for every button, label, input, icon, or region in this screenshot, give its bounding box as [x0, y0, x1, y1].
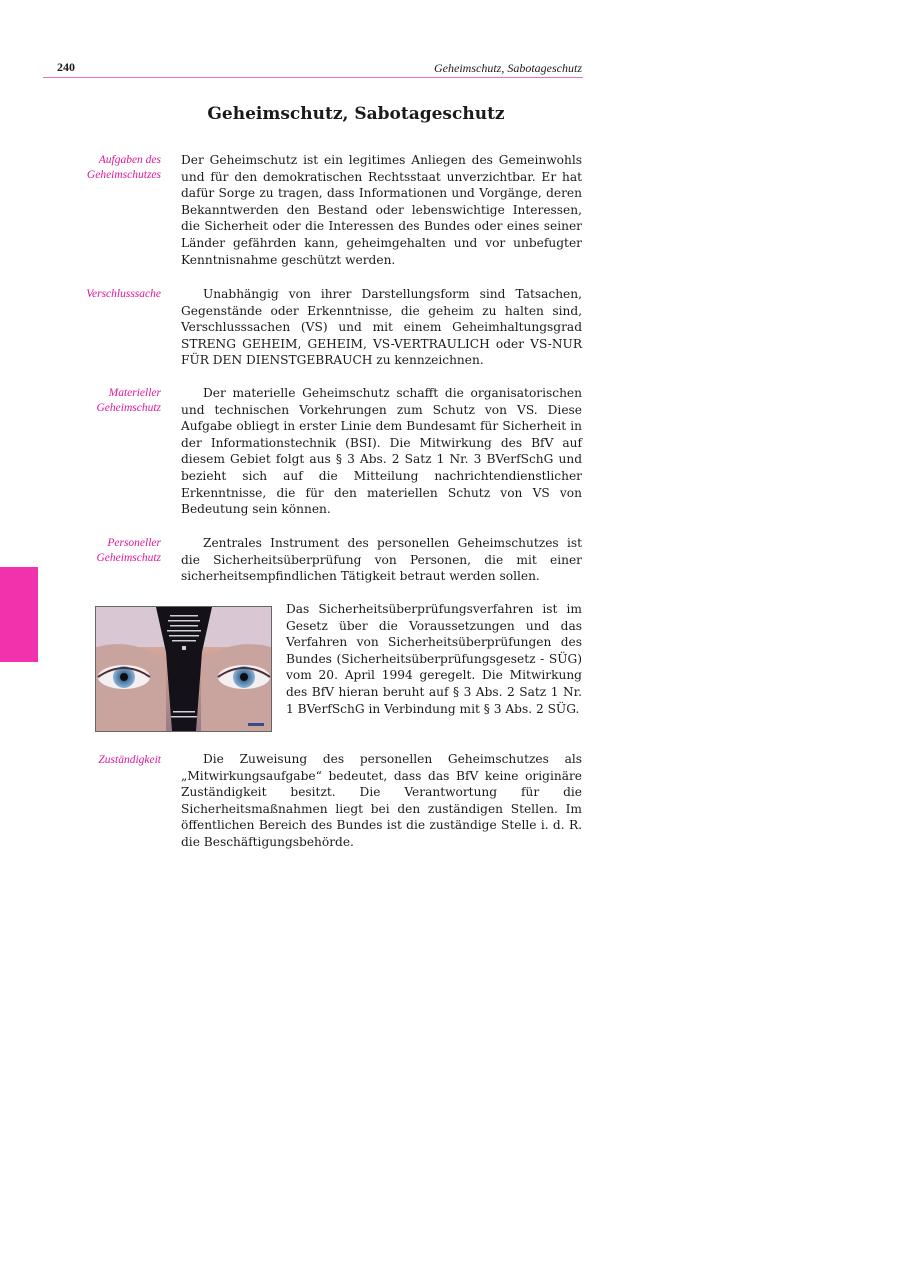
page-number: 240 [57, 60, 75, 74]
margin-label-personeller: Personeller Geheimschutz [96, 537, 161, 564]
margin-label-aufgaben: Aufgaben des Geheimschutzes [86, 154, 161, 181]
paragraph-suegverfahren: Das Sicherheitsüberprüfungsverfahren ist im Gesetz über die Voraussetzungen und das Verfahren von Sicherheitsüberprüfungen des Bundes (Sicherheitsüberprüfungsgesetz - SÜG) vom 20. April 1994 geregelt. Die Mitwirkung des BfV hieran beruht auf § 3 Abs. 2 Satz 1 Nr. 1 BVerfSchG in Verbindung mit § 3 Abs. 2 SÜG. [286, 602, 582, 716]
margin-label-materieller: Materieller Geheimschutz [96, 387, 161, 414]
page-title: Geheimschutz, Sabotageschutz [207, 104, 505, 124]
margin-label-zustaendigkeit: Zuständigkeit [98, 754, 161, 766]
paragraph-personeller: Zentrales Instrument des personellen Geheimschutzes ist die Sicherheitsüberprüfung von Personen, die mit einer sicherheitsempfindlichen Tätigkeit betraut werden sollen. [181, 536, 582, 584]
paragraph-materieller: Der materielle Geheimschutz schafft die organisatorischen und technischen Vorkehrungen zum Schutz von VS. Diese Aufgabe obliegt in erster Linie dem Bundesamt für Sicherheit in der Informationstechnik (BSI). Die Mitwirkung des BfV auf diesem Gebiet folgt aus § 3 Abs. 2 Satz 1 Nr. 3 BVerfSchG und bezieht sich auf die Mitteilung nachrichtendienstlicher Erkenntnisse, die für den materiellen Schutz von VS von Bedeutung sein können. [181, 386, 582, 517]
poster-eyes-photo [95, 606, 272, 732]
margin-label-verschlusssache: Verschlusssache [86, 288, 161, 300]
header-rule [43, 77, 583, 78]
paragraph-aufgaben: Der Geheimschutz ist ein legitimes Anliegen des Gemeinwohls und für den demokratischen Rechtsstaat unverzichtbar. Er hat dafür Sorge zu tragen, dass Informationen und Vorgänge, deren Bekanntwerden den Bestand oder lebenswichtige Interessen, die Sicherheit oder die Interessen des Bundes oder eines seiner Länder gefährden kann, geheimgehalten und vor unbefugter Kenntnisnahme geschützt werden. [181, 153, 582, 267]
paragraph-zustaendigkeit: Die Zuweisung des personellen Geheimschutzes als „Mitwirkungsaufgabe“ bedeutet, dass das BfV keine originäre Zuständigkeit besitzt. Die Verantwortung für die Sicherheitsmaßnahmen liegt bei den zuständigen Stellen. Im öffentlichen Bereich des Bundes ist die zuständige Stelle i. d. R. die Beschäftigungsbehörde. [181, 752, 582, 849]
paragraph-verschlusssache: Unabhängig von ihrer Darstellungsform sind Tatsachen, Gegenstände oder Erkenntnisse, die geheim zu halten sind, Verschlusssachen (VS) und mit einem Geheimhaltungsgrad STRENG GEHEIM, GEHEIM, VS-VERTRAULICH oder VS-NUR FÜR DEN DIENSTGEBRAUCH zu kennzeichnen. [181, 287, 582, 368]
running-head: Geheimschutz, Sabotageschutz [434, 61, 582, 75]
chapter-tab-marker [0, 567, 38, 662]
